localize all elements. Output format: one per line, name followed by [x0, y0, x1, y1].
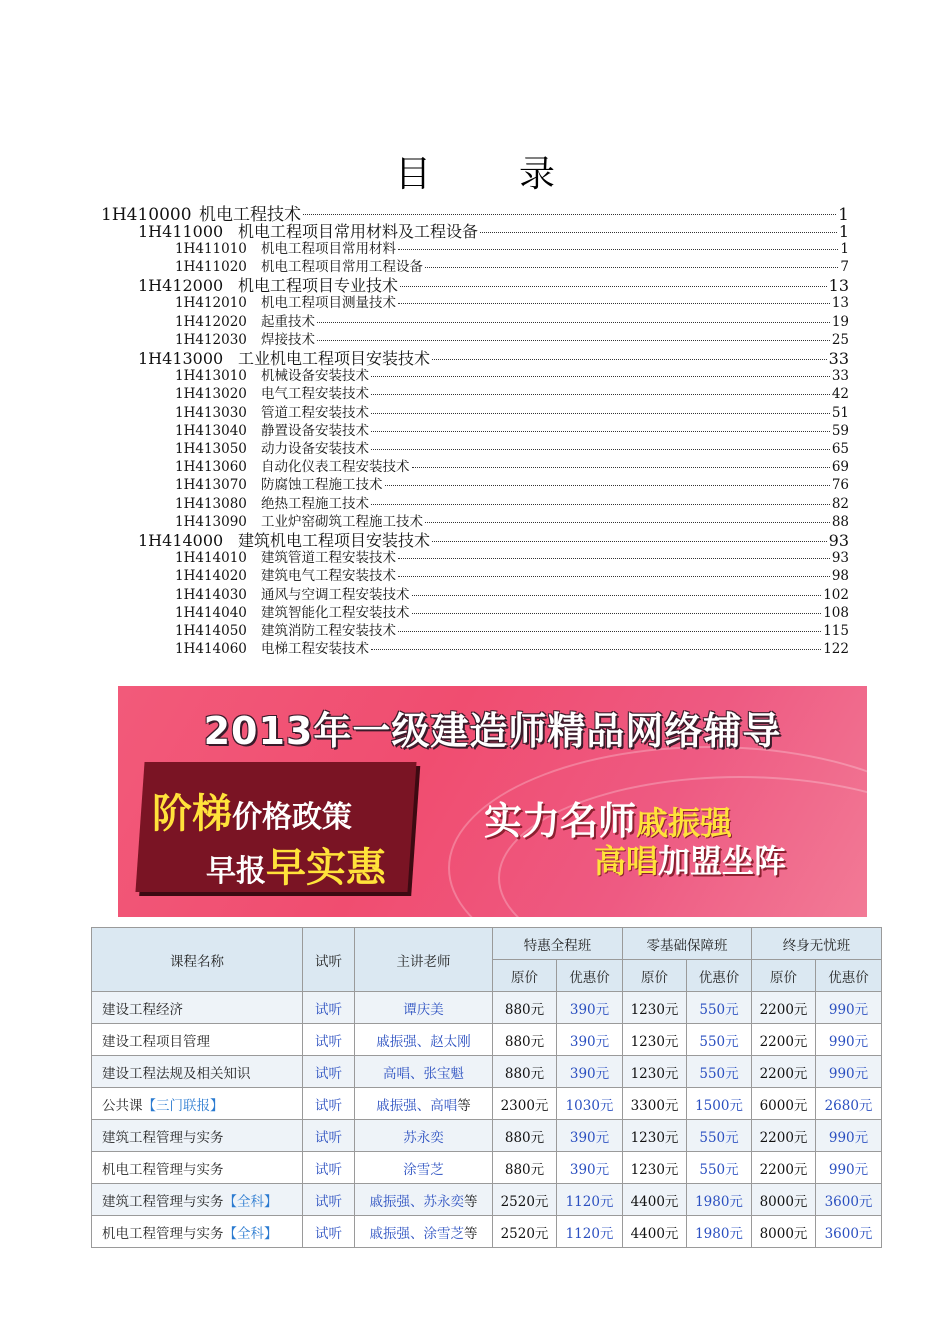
toc-entry-title: 建筑智能化工程安装技术	[261, 604, 410, 621]
toc-leader-dots	[317, 340, 830, 341]
teacher-suffix: 等	[457, 1097, 471, 1114]
original-price: 2300元	[493, 1088, 557, 1120]
original-price: 8000元	[752, 1184, 816, 1216]
course-name-cell	[92, 1024, 303, 1056]
course-name-cell	[92, 1184, 303, 1216]
original-price: 6000元	[752, 1088, 816, 1120]
teacher-cell	[355, 1088, 493, 1120]
toc-entry-page: 65	[831, 440, 849, 457]
teacher-link[interactable]: 戚振强、赵太刚	[376, 1033, 471, 1050]
toc-entry-code: 1H413090	[175, 513, 247, 530]
table-row	[92, 992, 882, 1024]
teacher-link[interactable]: 涂雪芝	[403, 1161, 444, 1178]
toc-entry-code: 1H413070	[175, 477, 247, 494]
header-trial: 试听	[303, 928, 355, 992]
toc-entry[interactable]	[175, 473, 849, 494]
toc-entry-title: 建筑电气工程安装技术	[261, 568, 396, 585]
toc-entry[interactable]	[138, 528, 849, 550]
toc-leader-dots	[412, 595, 822, 596]
discount-price[interactable]: 3600元	[816, 1216, 882, 1248]
original-price: 3300元	[623, 1088, 687, 1120]
trial-link[interactable]: 试听	[303, 992, 355, 1024]
toc-entry[interactable]	[138, 219, 849, 241]
discount-price[interactable]: 1980元	[687, 1184, 752, 1216]
toc-leader-dots	[400, 286, 827, 287]
teacher-cell	[355, 1120, 493, 1152]
trial-link[interactable]: 试听	[303, 1216, 355, 1248]
toc-entry[interactable]	[175, 419, 849, 437]
trial-link[interactable]: 试听	[303, 1024, 355, 1056]
toc-leader-dots	[371, 449, 830, 450]
toc-leader-dots	[371, 431, 830, 432]
toc-entry-page: 33	[831, 368, 849, 385]
banner-left-line1-highlight: 阶梯	[152, 791, 232, 837]
toc-entry-code: 1H412010	[175, 295, 247, 312]
discount-price[interactable]: 1120元	[557, 1184, 623, 1216]
discount-price[interactable]: 390元	[557, 1056, 623, 1088]
banner-right-line2-highlight: 高唱	[594, 842, 659, 880]
teacher-link[interactable]: 谭庆美	[403, 1001, 444, 1018]
original-price: 4400元	[623, 1184, 687, 1216]
discount-price[interactable]: 990元	[816, 1152, 882, 1184]
toc-entry-page: 122	[823, 641, 849, 658]
table-row	[92, 1184, 882, 1216]
toc-entry-page: 42	[831, 386, 849, 403]
toc-entry-page: 88	[831, 513, 849, 530]
toc-entry-code: 1H414000	[138, 530, 224, 550]
original-price: 1230元	[623, 992, 687, 1024]
banner-headline: 2013年一级建造师精品网络辅导	[203, 709, 782, 753]
toc-entry[interactable]	[175, 510, 849, 528]
course-name: 建设工程经济	[102, 1001, 183, 1018]
toc-entry-page: 102	[823, 586, 849, 603]
toc-entry-code: 1H413010	[175, 368, 247, 385]
toc-entry[interactable]	[175, 401, 849, 419]
toc-entry-code: 1H414050	[175, 622, 247, 639]
toc-leader-dots	[371, 649, 821, 650]
toc-entry[interactable]	[138, 346, 849, 368]
toc-entry-code: 1H411000	[138, 221, 224, 241]
toc-entry-page: 25	[831, 331, 849, 348]
header-discount-price: 优惠价	[557, 960, 623, 992]
course-name: 公共课	[102, 1097, 143, 1114]
toc-entry-title: 建筑管道工程安装技术	[261, 550, 396, 567]
toc-entry[interactable]	[175, 291, 849, 312]
toc-leader-dots	[371, 394, 830, 395]
discount-price[interactable]: 1980元	[687, 1216, 752, 1248]
toc-entry-page: 13	[828, 276, 849, 296]
toc-entry[interactable]	[175, 455, 849, 476]
toc-entry-page: 1	[838, 205, 849, 225]
teacher-cell	[355, 1056, 493, 1088]
trial-link[interactable]: 试听	[303, 1184, 355, 1216]
page-title: 目录	[394, 154, 643, 195]
toc-entry[interactable]	[175, 382, 849, 403]
toc-entry-code: 1H413050	[175, 440, 247, 457]
teacher-link[interactable]: 戚振强、苏永奕	[369, 1193, 464, 1210]
toc-entry-title: 建筑消防工程安装技术	[261, 622, 396, 639]
trial-link[interactable]: 试听	[303, 1056, 355, 1088]
banner-left-line1-text: 价格政策	[232, 800, 352, 835]
toc-entry-title: 起重技术	[261, 313, 315, 330]
teacher-link[interactable]: 戚振强、涂雪芝	[369, 1225, 464, 1242]
course-name-cell	[92, 1088, 303, 1120]
discount-price[interactable]: 1500元	[687, 1088, 752, 1120]
toc-entry[interactable]	[175, 437, 849, 455]
course-name-cell	[92, 1152, 303, 1184]
discount-price[interactable]: 3600元	[816, 1184, 882, 1216]
toc-entry[interactable]	[175, 583, 849, 601]
teacher-link[interactable]: 苏永奕	[403, 1129, 444, 1146]
discount-price[interactable]: 550元	[687, 1152, 752, 1184]
toc-entry-title: 机电工程项目常用材料及工程设备	[238, 221, 479, 241]
course-name-cell	[92, 1216, 303, 1248]
original-price: 2520元	[493, 1184, 557, 1216]
toc-entry-title: 防腐蚀工程施工技术	[261, 477, 383, 494]
toc-leader-dots	[432, 541, 827, 542]
banner-right-line2-text: 加盟坐阵	[658, 842, 787, 880]
table-row	[92, 1216, 882, 1248]
teacher-cell	[355, 1152, 493, 1184]
original-price: 2200元	[752, 1152, 816, 1184]
toc-entry[interactable]	[175, 328, 849, 346]
teacher-suffix: 等	[464, 1193, 478, 1210]
original-price: 880元	[493, 992, 557, 1024]
header-discount-price: 优惠价	[687, 960, 752, 992]
teacher-cell	[355, 1216, 493, 1248]
table-row	[92, 1024, 882, 1056]
original-price: 880元	[493, 1056, 557, 1088]
teacher-link[interactable]: 高唱、张宝魁	[383, 1065, 464, 1082]
header-group-1: 特惠全程班	[493, 928, 623, 960]
toc-entry-code: 1H413030	[175, 404, 247, 421]
header-original-price: 原价	[623, 960, 687, 992]
course-name-cell	[92, 992, 303, 1024]
discount-price[interactable]: 1120元	[557, 1216, 623, 1248]
toc-entry[interactable]	[175, 619, 849, 637]
toc-entry-page: 76	[831, 477, 849, 494]
header-group-2: 零基础保障班	[623, 928, 752, 960]
banner-right-line1-highlight: 戚振强	[636, 804, 733, 842]
discount-price[interactable]: 990元	[816, 1024, 882, 1056]
discount-price[interactable]: 550元	[687, 1024, 752, 1056]
toc-entry-title: 机电工程技术	[199, 205, 301, 225]
banner-left-line2-text: 早报	[206, 854, 266, 889]
toc-entry-code: 1H411010	[175, 240, 247, 257]
toc-entry-code: 1H412020	[175, 313, 247, 330]
toc-entry-page: 115	[823, 622, 849, 639]
toc-leader-dots	[432, 359, 827, 360]
toc-entry-page: 69	[831, 459, 849, 476]
toc-entry-code: 1H412030	[175, 331, 247, 348]
toc-leader-dots	[385, 485, 830, 486]
toc-entry-title: 静置设备安装技术	[261, 422, 369, 439]
toc-entry[interactable]	[175, 255, 849, 273]
discount-price[interactable]: 550元	[687, 992, 752, 1024]
banner-right-line2	[594, 836, 786, 882]
toc-entry-page: 82	[831, 495, 849, 512]
discount-price[interactable]: 390元	[557, 1152, 623, 1184]
discount-price[interactable]: 2680元	[816, 1088, 882, 1120]
toc-entry-title: 管道工程安装技术	[261, 404, 369, 421]
toc-leader-dots	[398, 303, 830, 304]
toc-entry-page: 13	[831, 295, 849, 312]
banner-right-line1-text: 实力名师	[484, 799, 637, 843]
toc-leader-dots	[303, 214, 836, 215]
toc-entry[interactable]	[175, 310, 849, 328]
toc-entry-title: 机电工程项目常用材料	[261, 240, 396, 257]
toc-entry[interactable]	[175, 364, 849, 385]
toc-entry[interactable]	[175, 237, 849, 255]
table-row	[92, 1120, 882, 1152]
original-price: 880元	[493, 1152, 557, 1184]
toc-leader-dots	[425, 267, 838, 268]
toc-entry-code: 1H413040	[175, 422, 247, 439]
toc-entry-page: 98	[831, 568, 849, 585]
course-name: 建筑工程管理与实务	[102, 1129, 224, 1146]
toc-leader-dots	[371, 413, 830, 414]
toc-entry-title: 机电工程项目测量技术	[261, 295, 396, 312]
banner-left-line1	[152, 782, 352, 839]
teacher-suffix: 等	[464, 1225, 478, 1242]
original-price: 880元	[493, 1120, 557, 1152]
header-teacher: 主讲老师	[355, 928, 493, 992]
course-tag-link[interactable]: 【三门联报】	[142, 1097, 224, 1114]
header-original-price: 原价	[493, 960, 557, 992]
header-discount-price: 优惠价	[816, 960, 882, 992]
toc-entry-code: 1H414030	[175, 586, 247, 603]
toc-entry[interactable]	[175, 564, 849, 585]
course-name-cell	[92, 1120, 303, 1152]
course-tag-link[interactable]: 【全科】	[223, 1225, 278, 1242]
discount-price[interactable]: 390元	[557, 1120, 623, 1152]
discount-price[interactable]: 550元	[687, 1120, 752, 1152]
original-price: 2200元	[752, 1024, 816, 1056]
toc-entry-code: 1H410000	[101, 205, 192, 225]
toc-entry-code: 1H413080	[175, 495, 247, 512]
toc-entry-page: 59	[831, 422, 849, 439]
header-group-3: 终身无忧班	[752, 928, 882, 960]
toc-leader-dots	[425, 522, 830, 523]
trial-link[interactable]: 试听	[303, 1152, 355, 1184]
trial-link[interactable]: 试听	[303, 1120, 355, 1152]
toc-entry-title: 机电工程项目专业技术	[238, 276, 399, 296]
original-price: 1230元	[623, 1056, 687, 1088]
toc-leader-dots	[398, 576, 830, 577]
toc-leader-dots	[371, 504, 830, 505]
discount-price[interactable]: 990元	[816, 992, 882, 1024]
toc-entry-title: 机电工程项目常用工程设备	[261, 258, 423, 275]
course-name: 建设工程项目管理	[102, 1033, 210, 1050]
toc-entry-title: 动力设备安装技术	[261, 440, 369, 457]
toc-entry-code: 1H414020	[175, 568, 247, 585]
toc-entry-code: 1H411020	[175, 258, 247, 275]
original-price: 4400元	[623, 1216, 687, 1248]
course-name: 建筑工程管理与实务	[102, 1193, 224, 1210]
trial-link[interactable]: 试听	[303, 1088, 355, 1120]
toc-leader-dots	[412, 613, 822, 614]
toc-entry-code: 1H412000	[138, 276, 224, 296]
toc-entry[interactable]	[101, 200, 849, 225]
promo-banner[interactable]	[118, 686, 867, 917]
toc-entry-title: 机械设备安装技术	[261, 368, 369, 385]
toc-entry-page: 51	[831, 404, 849, 421]
toc-entry-title: 电气工程安装技术	[261, 386, 369, 403]
toc-entry-code: 1H414060	[175, 641, 247, 658]
price-table	[91, 927, 882, 1248]
banner-left-line2	[206, 836, 386, 893]
toc-entry-code: 1H413000	[138, 348, 224, 368]
toc-entry-title: 工业炉窑砌筑工程施工技术	[261, 513, 423, 530]
toc-leader-dots	[398, 249, 838, 250]
original-price: 1230元	[623, 1152, 687, 1184]
toc-entry-code: 1H414010	[175, 550, 247, 567]
toc-entry[interactable]	[175, 492, 849, 510]
teacher-cell	[355, 1024, 493, 1056]
original-price: 2520元	[493, 1216, 557, 1248]
toc-leader-dots	[398, 558, 830, 559]
toc-entry-code: 1H413020	[175, 386, 247, 403]
table-row	[92, 1056, 882, 1088]
toc-leader-dots	[412, 467, 830, 468]
toc-entry-code: 1H414040	[175, 604, 247, 621]
discount-price[interactable]: 990元	[816, 1056, 882, 1088]
header-original-price: 原价	[752, 960, 816, 992]
toc-entry[interactable]	[175, 601, 849, 619]
toc-entry-page: 33	[828, 348, 849, 368]
toc-entry-page: 1	[838, 221, 849, 241]
course-name-cell	[92, 1056, 303, 1088]
toc-entry-page: 19	[831, 313, 849, 330]
toc-entry[interactable]	[138, 273, 849, 296]
table-row	[92, 1088, 882, 1120]
course-name: 建设工程法规及相关知识	[102, 1065, 251, 1082]
toc-entry-page: 7	[840, 258, 849, 275]
discount-price[interactable]: 550元	[687, 1056, 752, 1088]
toc-entry[interactable]	[175, 637, 849, 658]
toc-entry-title: 绝热工程施工技术	[261, 495, 369, 512]
toc-entry-code: 1H413060	[175, 459, 247, 476]
banner-left-line2-highlight: 早实惠	[266, 845, 386, 891]
toc-entry-page: 108	[823, 604, 849, 621]
toc-entry-title: 自动化仪表工程安装技术	[261, 459, 410, 476]
toc-entry-title: 通风与空调工程安装技术	[261, 586, 410, 603]
original-price: 1230元	[623, 1120, 687, 1152]
toc-entry-page: 93	[828, 530, 849, 550]
discount-price[interactable]: 390元	[557, 1024, 623, 1056]
original-price: 8000元	[752, 1216, 816, 1248]
course-tag-link[interactable]: 【全科】	[223, 1193, 278, 1210]
course-name: 机电工程管理与实务	[102, 1161, 224, 1178]
toc-entry-page: 1	[840, 240, 849, 257]
discount-price[interactable]: 1030元	[557, 1088, 623, 1120]
course-name: 机电工程管理与实务	[102, 1225, 224, 1242]
original-price: 2200元	[752, 1120, 816, 1152]
toc-leader-dots	[480, 232, 837, 233]
toc-leader-dots	[371, 376, 830, 377]
original-price: 1230元	[623, 1024, 687, 1056]
original-price: 2200元	[752, 992, 816, 1024]
toc-leader-dots	[398, 631, 821, 632]
teacher-cell	[355, 992, 493, 1024]
header-course-name: 课程名称	[92, 928, 303, 992]
toc-entry-title: 焊接技术	[261, 331, 315, 348]
original-price: 880元	[493, 1024, 557, 1056]
teacher-link[interactable]: 戚振强、高唱	[376, 1097, 458, 1114]
toc-entry-page: 93	[831, 550, 849, 567]
discount-price[interactable]: 990元	[816, 1120, 882, 1152]
toc-leader-dots	[317, 322, 830, 323]
table-row	[92, 1152, 882, 1184]
toc-entry[interactable]	[175, 546, 849, 567]
toc-entry-title: 建筑机电工程项目安装技术	[238, 530, 431, 550]
discount-price[interactable]: 390元	[557, 992, 623, 1024]
teacher-cell	[355, 1184, 493, 1216]
original-price: 2200元	[752, 1056, 816, 1088]
toc-entry-title: 工业机电工程项目安装技术	[238, 348, 431, 368]
toc-entry-title: 电梯工程安装技术	[261, 641, 369, 658]
